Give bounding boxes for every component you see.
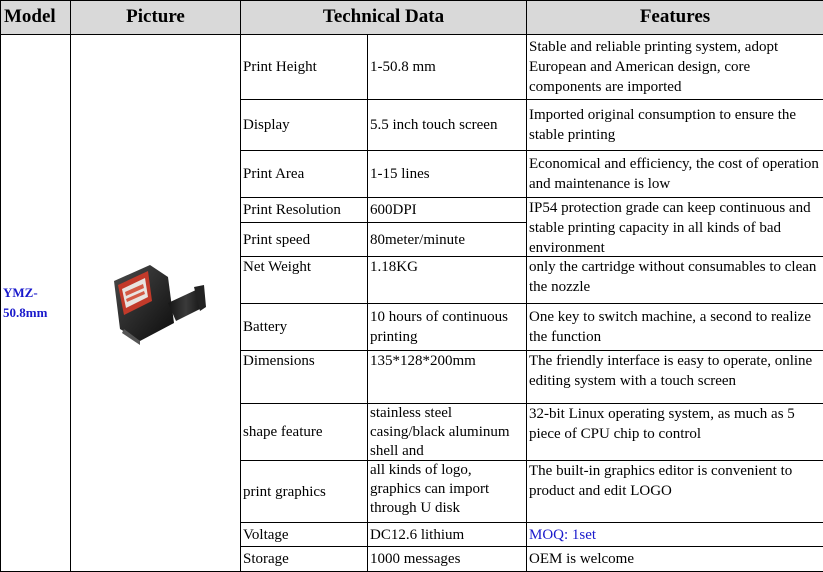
spec-value-battery: 10 hours of continuous printing <box>368 303 527 350</box>
model-name-line2: 50.8mm <box>3 304 48 320</box>
spec-value-dimensions: 135*128*200mm <box>368 350 527 403</box>
spec-label-print-area: Print Area <box>241 151 368 198</box>
spec-label-storage: Storage <box>241 547 368 572</box>
handheld-printer-image <box>104 257 208 349</box>
spec-label-voltage: Voltage <box>241 522 368 547</box>
header-model: Model <box>1 1 71 35</box>
picture-cell <box>71 34 241 571</box>
feature-6: One key to switch machine, a second to realize the function <box>527 303 823 350</box>
header-row <box>1 1 823 35</box>
spec-label-print-height: Print Height <box>241 34 368 99</box>
spec-value-net-weight: 1.18KG <box>368 256 527 303</box>
spec-label-print-speed: Print speed <box>241 223 368 256</box>
spec-value-print-graphics: all kinds of logo, graphics can import through U disk <box>370 462 490 517</box>
spec-label-print-resolution: Print Resolution <box>241 198 368 223</box>
spec-label-shape-feature: shape feature <box>241 404 368 461</box>
spec-label-print-graphics: print graphics <box>241 461 368 522</box>
feature-2: Imported original consumption to ensure the stable printing <box>527 100 823 151</box>
model-cell <box>1 34 71 571</box>
spec-value-storage: 1000 messages <box>368 547 527 572</box>
header-technical-data: Technical Data <box>241 1 527 35</box>
feature-10-moq: MOQ: 1set <box>527 522 823 547</box>
spec-value-print-height: 1-50.8 mm <box>368 34 527 99</box>
feature-9: The built-in graphics editor is convenient to product and edit LOGO <box>527 461 823 522</box>
header-features: Features <box>527 1 823 35</box>
spec-value-print-resolution: 600DPI <box>368 198 527 223</box>
spec-value-display: 5.5 inch touch screen <box>368 100 527 151</box>
spec-value-print-speed: 80meter/minute <box>368 223 527 256</box>
feature-7: The friendly interface is easy to operate, online editing system with a touch screen <box>527 350 823 403</box>
spec-value-shape-feature: stainless steel casing/black aluminum shell and <box>370 405 510 459</box>
feature-11: OEM is welcome <box>527 547 823 572</box>
feature-3: Economical and efficiency, the cost of operation and maintenance is low <box>527 151 823 198</box>
spec-value-shape-feature-cell <box>368 404 527 461</box>
model-name-line1: YMZ- <box>3 284 38 300</box>
spec-label-display: Display <box>241 100 368 151</box>
feature-8: 32-bit Linux operating system, as much as 5 piece of CPU chip to control <box>527 404 823 461</box>
table-row <box>1 34 823 99</box>
spec-value-voltage: DC12.6 lithium <box>368 522 527 547</box>
spec-label-dimensions: Dimensions <box>241 350 368 403</box>
feature-1: Stable and reliable printing system, adopt European and American design, core components are imported <box>527 34 823 99</box>
feature-4 <box>527 198 823 256</box>
spec-value-print-area: 1-15 lines <box>368 151 527 198</box>
feature-5: only the cartridge without consumables to clean the nozzle <box>527 256 823 303</box>
feature-4-text: IP54 protection grade can keep continuous and stable printing capacity in all kinds of bad environment <box>529 200 811 255</box>
spec-value-print-graphics-cell <box>368 461 527 522</box>
spec-label-battery: Battery <box>241 303 368 350</box>
header-picture: Picture <box>71 1 241 35</box>
spec-label-net-weight: Net Weight <box>241 256 368 303</box>
